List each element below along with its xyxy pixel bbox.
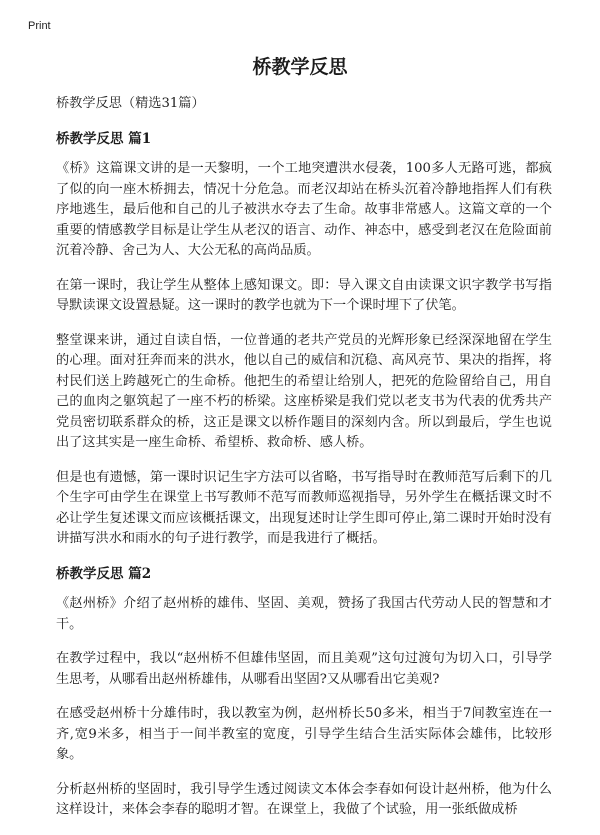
paragraph: 在感受赵州桥十分雄伟时，我以教室为例，赵州桥长50多米，相当于7间教室连在一齐,宽9米多，相当于一间半教室的宽度，引导学生结合生活实际体会雄伟，比较形象。 [56,706,552,762]
paragraph: 但是也有遗憾，第一课时识记生字方法可以省略，书写指导时在教师范写后剩下的几个生字可由学生在课堂上书写教师不范写而教师巡视指导，另外学生在概括课文时不必让学生复述课文而应该概括课文，出现复述时让学生即可停止,第二课时开始时没有讲描写洪水和雨水的句子进行教学，而是我进行了概括。 [56,469,552,546]
print-link[interactable]: Print [28,20,51,32]
paragraph: 在第一课时，我让学生从整体上感知课文。即：导入课文自由读课文识字教学书写指导默读课文设置悬疑。这一课时的教学也就为下一个课时埋下了伏笔。 [56,277,552,313]
section-2 [56,564,552,821]
paragraph: 《赵州桥》介绍了赵州桥的雄伟、坚固、美观，赞扬了我国古代劳动人民的智慧和才干。 [56,596,552,632]
section-heading: 桥教学反思 篇2 [56,565,152,582]
section-heading: 桥教学反思 篇1 [56,130,152,147]
paragraph: 整堂课来讲，通过自读自悟，一位普通的老共产党员的光辉形象已经深深地留在学生的心理。面对狂奔而来的洪水，他以自己的威信和沉稳、高风亮节、果决的指挥，将村民们送上跨越死亡的生命桥。他把生的希望让给别人，把死的危险留给自己，用自己的血肉之躯筑起了一座不朽的桥梁。这座桥梁是我们党以老支书为代表的优秀共产党员密切联系群众的桥，这正是课文以桥作题目的深刻内含。所以到最后，学生也说出了这其实是一座生命桥、希望桥、救命桥、感人桥。 [56,332,552,450]
article-subtitle: 桥教学反思（精选31篇） [56,96,205,111]
paragraph: 《桥》这篇课文讲的是一天黎明，一个工地突遭洪水侵袭，100多人无路可逃，都疯了似的向一座木桥拥去，情况十分危急。而老汉却站在桥头沉着冷静地指挥人们有秩序地逃生，最后他和自己的儿子被洪水夺去了生命。故事非常感人。这篇文章的一个重要的情感教学目标是让学生从老汉的语言、动作、神态中，感受到老汉在危险面前沉着冷静、舍己为人、大公无私的高尚品质。 [56,161,552,258]
paragraph: 分析赵州桥的坚固时，我引导学生透过阅读文本体会李春如何设计赵州桥，他为什么这样设计，来体会李春的聪明才智。在课堂上，我做了个试验，用一张纸做成桥 [56,781,552,817]
section-1 [56,129,552,550]
page-title: 桥教学反思 [252,56,348,78]
article-body [56,94,552,835]
paragraph: 在教学过程中，我以“赵州桥不但雄伟坚固，而且美观”这句过渡句为切入口，引导学生思考，从哪看出赵州桥雄伟，从哪看出坚固?又从哪看出它美观? [56,651,552,687]
